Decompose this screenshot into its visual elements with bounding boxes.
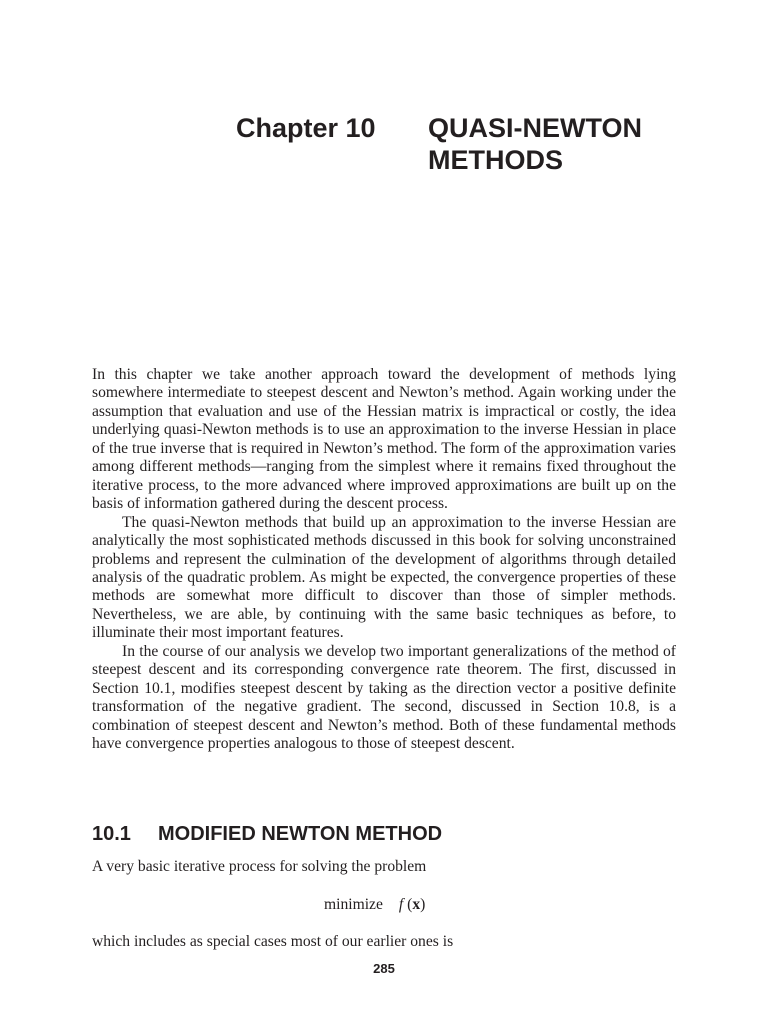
chapter-title-line-1: QUASI-NEWTON [428, 113, 642, 143]
equation-function: f [398, 896, 404, 913]
intro-paragraph-1: In this chapter we take another approach toward the development of methods lying somewhere intermediate to steepest descent and Newton’s method. Again working under the assumption that evaluation and use of the Hessian matrix is impractical or costly, the idea underlying quasi-Newton methods is to use an approximation to the inverse Hessian in place of the true inverse that is required in Newton’s method. The form of the approximation varies among different methods—ranging from the simplest where it remains fixed throughout the iterative process, to the more advanced where improved approximations are built up on the basis of information gathered during the descent process. [92, 366, 676, 513]
chapter-title-line-2: METHODS [428, 145, 563, 175]
chapter-label: Chapter 10 [236, 113, 376, 143]
equation-argument: x [412, 896, 421, 913]
section-paragraph-1: A very basic iterative process for solving the problem [92, 858, 427, 875]
equation-word: minimize [324, 896, 383, 913]
intro-text [92, 366, 676, 754]
equation: minimize f (x) [324, 896, 426, 913]
intro-paragraph-2: The quasi-Newton methods that build up an approximation to the inverse Hessian are analytically the most sophisticated methods discussed in this book for solving unconstrained problems and represent the culmination of the development of algorithms through detailed analysis of the quadratic problem. As might be expected, the convergence properties of these methods are somewhat more difficult to discover than those of simpler methods. Nevertheless, we are able, by continuing with the same basic techniques as before, to illuminate their most important features. [92, 513, 676, 642]
section-title: MODIFIED NEWTON METHOD [158, 823, 443, 845]
intro-paragraph-3: In the course of our analysis we develop two important generalizations of the method of steepest descent and its corresponding convergence rate theorem. The first, discussed in Section 10.1, modifies steepest descent by taking as the direction vector a positive definite transformation of the negative gradient. The second, discussed in Section 10.8, is a combination of steepest descent and Newton’s method. Both of these fundamental methods have convergence properties analogous to those of steepest descent. [92, 642, 676, 753]
section-heading [92, 823, 442, 846]
section-number: 10.1 [92, 823, 131, 845]
section-paragraph-2: which includes as special cases most of our earlier ones is [92, 933, 454, 950]
page-number: 285 [373, 961, 395, 976]
